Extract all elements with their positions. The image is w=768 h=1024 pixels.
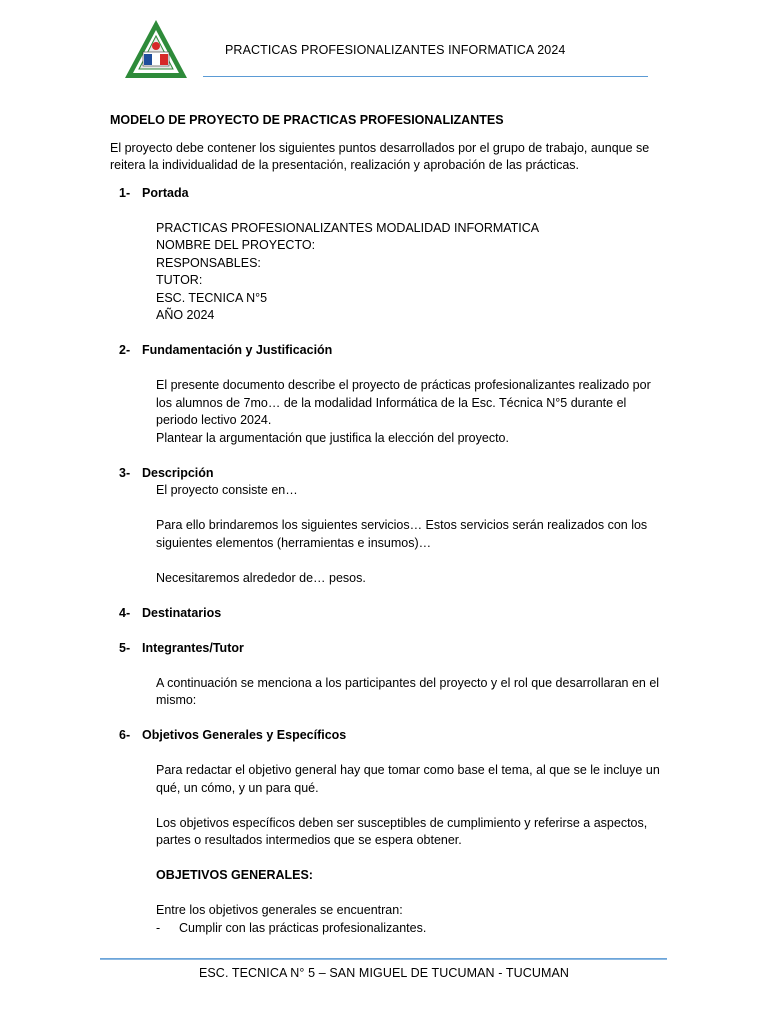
- section-number: 2-: [119, 343, 131, 357]
- section-heading: [119, 185, 670, 203]
- section-heading: [119, 342, 670, 360]
- cover-line: TUTOR:: [156, 273, 203, 287]
- document-title: MODELO DE PROYECTO DE PRACTICAS PROFESIONALIZANTES: [110, 113, 504, 127]
- footer-rule: [100, 958, 667, 960]
- section-number: 5-: [119, 640, 131, 655]
- intro-paragraph: El proyecto debe contener los siguientes puntos desarrollados por el grupo de trabajo, aunque se reitera la individualidad de la presentación, realización y aprobación de las prácticas.: [110, 140, 650, 172]
- section-number: 1-: [119, 185, 131, 200]
- paragraph: Los objetivos específicos deben ser susceptibles de cumplimiento y referirse a aspectos, partes o resultados intermedios que se espera obtener.: [156, 815, 648, 847]
- paragraph: El proyecto consiste en…: [156, 483, 298, 497]
- paragraph: El presente documento describe el proyecto de prácticas profesionalizantes realizado por los alumnos de 7mo… de la modalidad Informática de la Esc. Técnica N°5 durante el periodo lectivo 2024.: [156, 378, 651, 427]
- list-item: [156, 920, 670, 938]
- section-title: Portada: [142, 185, 189, 200]
- section-title: Descripción: [142, 465, 214, 480]
- school-logo: [123, 18, 189, 80]
- section-number: 4-: [119, 605, 131, 620]
- section-title: Integrantes/Tutor: [142, 640, 244, 655]
- section-heading: [119, 727, 670, 745]
- section-heading: [119, 605, 670, 623]
- bullet-dash: -: [156, 920, 161, 935]
- paragraph: A continuación se menciona a los participantes del proyecto y el rol que desarrollaran en el mismo:: [156, 675, 660, 707]
- section-title: Fundamentación y Justificación: [142, 343, 333, 357]
- paragraph: Para redactar el objetivo general hay que tomar como base el tema, al que se le incluye un qué, un cómo, y un para qué.: [156, 763, 660, 795]
- section-heading: [119, 640, 670, 658]
- cover-fields: [156, 220, 670, 325]
- school-crest-icon: [123, 18, 189, 80]
- section-heading: [119, 465, 670, 483]
- cover-line: NOMBRE DEL PROYECTO:: [156, 238, 316, 252]
- cover-line: PRACTICAS PROFESIONALIZANTES MODALIDAD INFORMATICA: [156, 220, 540, 235]
- list-item-text: Cumplir con las prácticas profesionalizantes.: [179, 920, 427, 935]
- paragraph: Plantear la argumentación que justifica la elección del proyecto.: [156, 430, 509, 445]
- paragraph: Entre los objetivos generales se encuentran:: [156, 903, 403, 917]
- paragraph: Necesitaremos alrededor de… pesos.: [156, 570, 366, 585]
- section-title: Objetivos Generales y Específicos: [142, 728, 347, 742]
- header-title: PRACTICAS PROFESIONALIZANTES INFORMATICA 2024: [225, 43, 566, 57]
- cover-line: RESPONSABLES:: [156, 255, 261, 270]
- paragraph: Para ello brindaremos los siguientes servicios… Estos servicios serán realizados con los siguientes elementos (herramientas e insumos)…: [156, 518, 648, 550]
- document-body: [110, 112, 670, 937]
- footer-text: ESC. TECNICA N° 5 – SAN MIGUEL DE TUCUMAN - TUCUMAN: [198, 966, 570, 980]
- subheading: OBJETIVOS GENERALES:: [156, 868, 313, 882]
- cover-line: ESC. TECNICA N°5: [156, 290, 268, 305]
- header-rule: [203, 76, 648, 77]
- cover-line: AÑO 2024: [156, 308, 215, 322]
- section-title: Destinatarios: [142, 605, 222, 620]
- section-number: 6-: [119, 728, 131, 742]
- section-number: 3-: [119, 465, 131, 480]
